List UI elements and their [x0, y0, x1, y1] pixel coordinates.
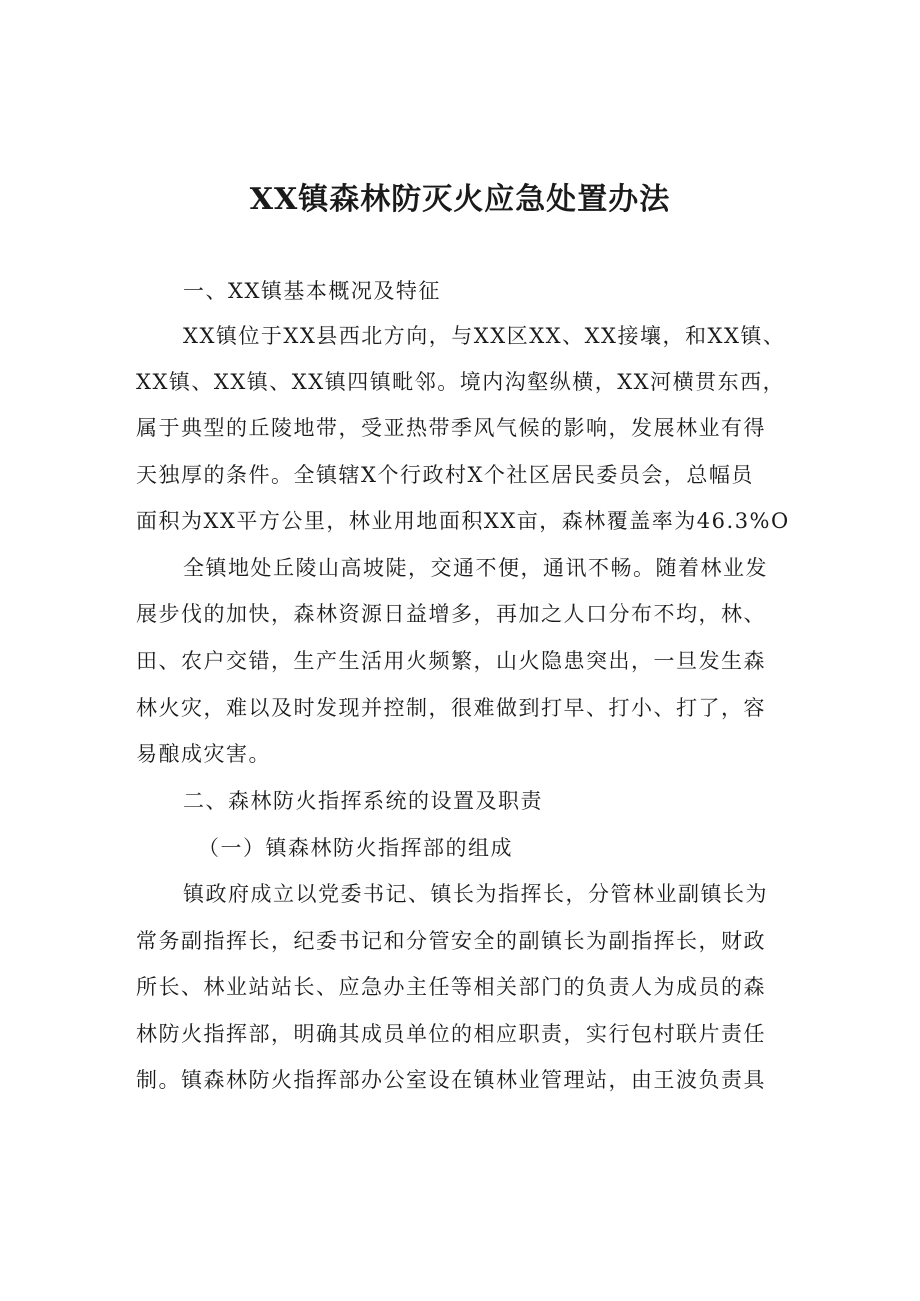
paragraph-line: 林火灾，难以及时发现并控制，很难做到打早、打小、打了，容: [136, 696, 766, 720]
paragraph-line: 制。镇森林防火指挥部办公室设在镇林业管理站，由王波负责具: [136, 1068, 766, 1092]
paragraph-line: 天独厚的条件。全镇辖X个行政村X个社区居民委员会，总幅员: [136, 463, 754, 487]
paragraph-line: XX镇位于XX县西北方向，与XX区XX、XX接壤，和XX镇、: [183, 324, 786, 348]
paragraph-line: 田、农户交错，生产生活用火频繁，山火隐患突出，一旦发生森: [136, 649, 766, 673]
paragraph-line: 林防火指挥部，明确其成员单位的相应职责，实行包村联片责任: [136, 1022, 766, 1046]
paragraph-line: 属于典型的丘陵地带，受亚热带季风气候的影响，发展林业有得: [136, 416, 766, 440]
paragraph-line: 镇政府成立以党委书记、镇长为指挥长，分管林业副镇长为: [183, 882, 768, 906]
paragraph-line: 易酿成灾害。: [136, 742, 271, 766]
paragraph-line: 面积为XX平方公里，林业用地面积XX亩，森林覆盖率为46.3%O: [136, 509, 790, 533]
paragraph-line: 展步伐的加快，森林资源日益增多，再加之人口分布不均，林、: [136, 602, 766, 626]
paragraph-line: XX镇、XX镇、XX镇四镇毗邻。境内沟壑纵横，XX河横贯东西，: [136, 370, 786, 394]
section-heading-2: 二、森林防火指挥系统的设置及职责: [183, 789, 543, 813]
subsection-heading: （一）镇森林防火指挥部的组成: [198, 836, 513, 860]
paragraph-line: 常务副指挥长，纪委书记和分管安全的副镇长为副指挥长，财政: [136, 929, 766, 953]
paragraph-line: 所长、林业站站长、应急办主任等相关部门的负责人为成员的森: [136, 975, 766, 999]
paragraph-line: 全镇地处丘陵山高坡陡，交通不便，通讯不畅。随着林业发: [183, 556, 768, 580]
section-heading-1: 一、XX镇基本概况及特征: [183, 279, 441, 303]
document-title: XX镇森林防灭火应急处置办法: [249, 182, 671, 217]
